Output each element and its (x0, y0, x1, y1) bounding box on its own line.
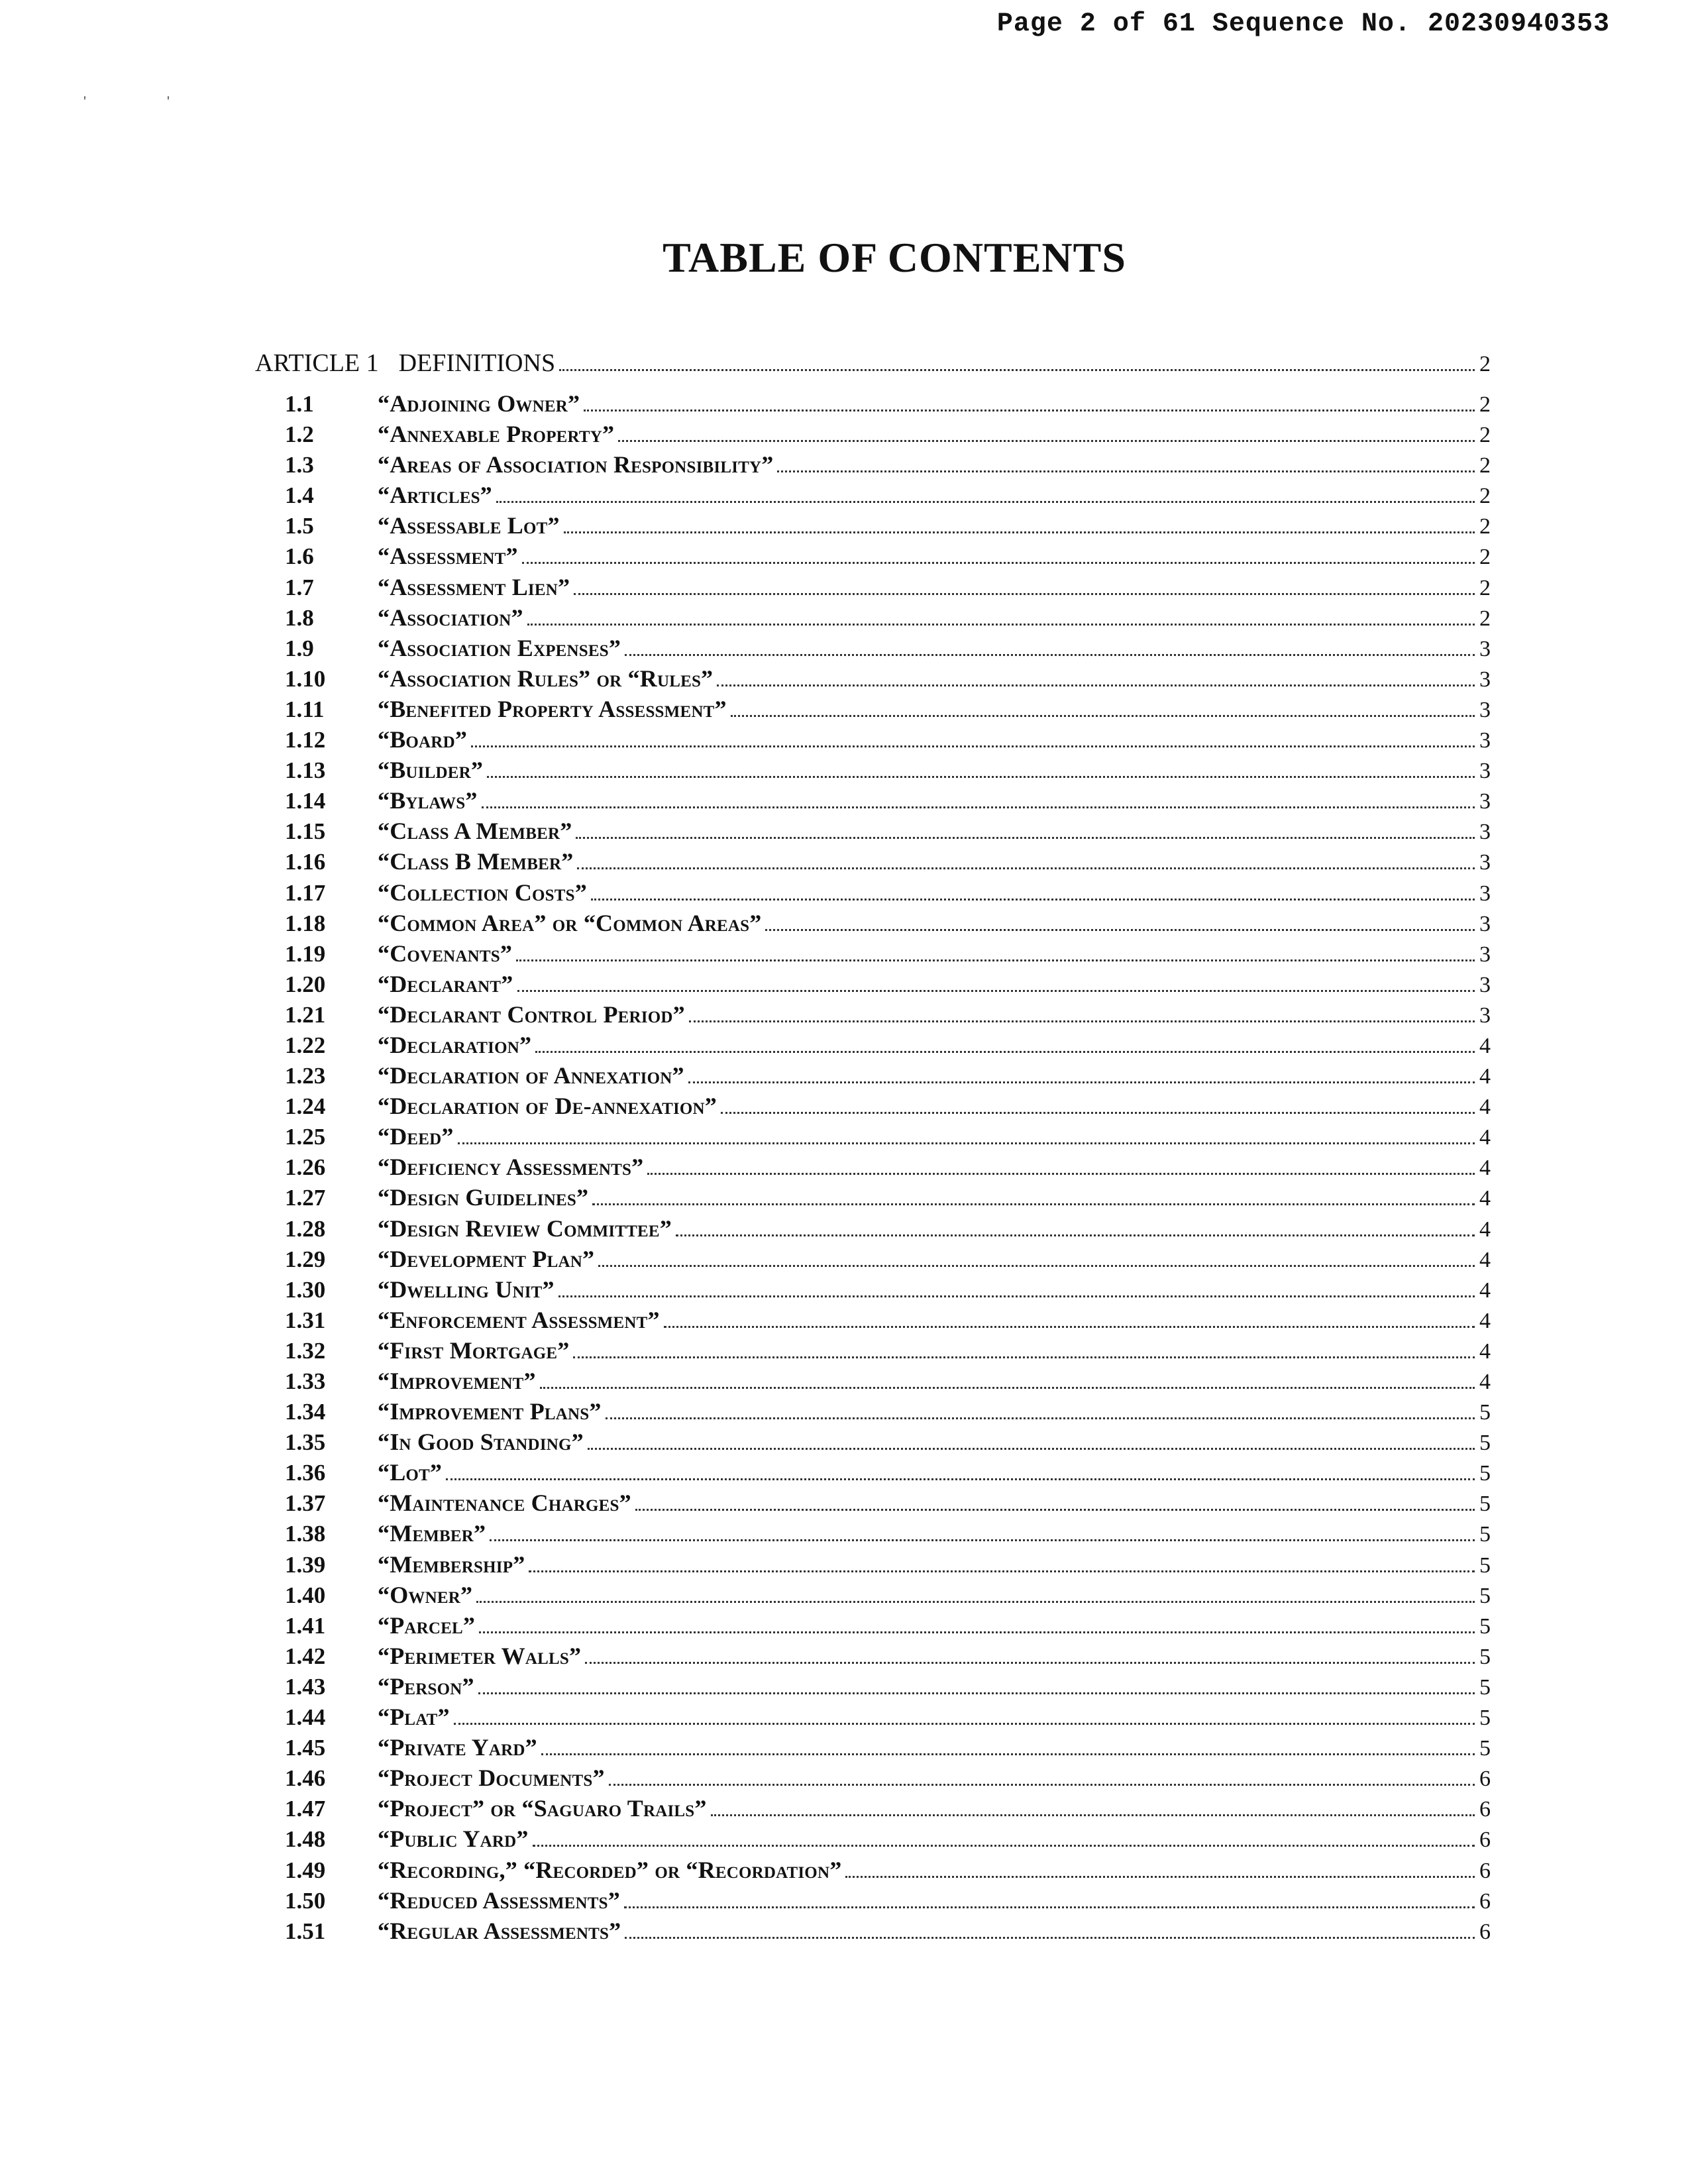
toc-entry (255, 1611, 1491, 1642)
entry-number: 1.17 (285, 879, 326, 906)
entry-page: 3 (1479, 942, 1491, 967)
entry-page: 3 (1479, 667, 1491, 692)
dot-leader (584, 410, 1475, 411)
entry-number: 1.16 (285, 849, 326, 875)
toc-entry (255, 879, 1491, 909)
toc-entry (255, 542, 1491, 573)
entry-term: “Regular Assessments” (378, 1917, 621, 1944)
dot-leader (721, 1112, 1475, 1114)
entry-page: 5 (1479, 1400, 1491, 1425)
entry-term: “Owner” (378, 1581, 473, 1608)
entry-term: “Declaration of De-annexation” (378, 1093, 717, 1120)
entry-term: “Improvement Plans” (378, 1398, 602, 1425)
toc-entry-list (255, 390, 1491, 1947)
entry-page: 4 (1479, 1278, 1491, 1303)
dot-leader (458, 1142, 1475, 1144)
entry-page: 4 (1479, 1064, 1491, 1089)
toc-entry (255, 1031, 1491, 1062)
toc-entry (255, 1764, 1491, 1794)
entry-number: 1.11 (285, 696, 325, 722)
toc-entry (255, 1458, 1491, 1489)
entry-page: 6 (1479, 1767, 1491, 1792)
toc-entry (255, 1489, 1491, 1519)
entry-term: “Covenants” (378, 940, 513, 967)
entry-term: “Declaration of Annexation” (378, 1062, 684, 1089)
article-number: ARTICLE 1 (255, 349, 379, 377)
dot-leader (688, 1081, 1475, 1083)
entry-page: 6 (1479, 1888, 1491, 1914)
table-of-contents (255, 349, 1491, 1947)
entry-term: “Recording,” “Recorded” or “Recordation” (378, 1856, 842, 1883)
toc-entry (255, 604, 1491, 634)
entry-number: 1.3 (285, 452, 314, 478)
entry-term: “First Mortgage” (378, 1337, 570, 1364)
entry-term: “Declaration” (378, 1031, 532, 1058)
entry-number: 1.13 (285, 757, 326, 784)
entry-page: 2 (1479, 606, 1491, 631)
dot-leader (845, 1876, 1475, 1878)
toc-entry (255, 695, 1491, 726)
entry-number: 1.36 (285, 1460, 326, 1486)
entry-page: 4 (1479, 1217, 1491, 1242)
entry-page: 6 (1479, 1919, 1491, 1944)
entry-number: 1.27 (285, 1185, 326, 1211)
entry-number: 1.21 (285, 1001, 326, 1028)
entry-number: 1.10 (285, 665, 326, 692)
entry-term: “Membership” (378, 1551, 525, 1578)
toc-entry (255, 1306, 1491, 1337)
entry-number: 1.20 (285, 971, 326, 997)
dot-leader (490, 1539, 1475, 1541)
toc-entry (255, 634, 1491, 665)
toc-entry (255, 1215, 1491, 1245)
toc-entry (255, 420, 1491, 451)
entry-page: 2 (1479, 545, 1491, 570)
entry-term: “Assessment Lien” (378, 573, 570, 600)
toc-entry (255, 1733, 1491, 1764)
dot-leader (479, 1631, 1475, 1633)
entry-term: “Improvement” (378, 1368, 536, 1394)
dot-leader (446, 1478, 1475, 1480)
toc-entry (255, 481, 1491, 512)
toc-entry (255, 1397, 1491, 1428)
entry-page: 5 (1479, 1522, 1491, 1547)
toc-entry (255, 909, 1491, 940)
entry-number: 1.29 (285, 1246, 326, 1272)
dot-leader (588, 1448, 1475, 1450)
entry-term: “Builder” (378, 757, 484, 784)
dot-leader (625, 1937, 1475, 1939)
entry-number: 1.43 (285, 1673, 326, 1700)
entry-number: 1.37 (285, 1490, 326, 1517)
entry-number: 1.25 (285, 1124, 326, 1150)
entry-number: 1.8 (285, 604, 314, 631)
dot-leader (527, 624, 1475, 626)
entry-number: 1.38 (285, 1521, 326, 1547)
entry-page: 3 (1479, 972, 1491, 997)
entry-page: 4 (1479, 1338, 1491, 1364)
entry-page: 3 (1479, 1003, 1491, 1028)
entry-page: 2 (1479, 484, 1491, 509)
dot-leader (496, 501, 1475, 503)
entry-page: 6 (1479, 1797, 1491, 1822)
entry-term: “Member” (378, 1520, 486, 1547)
entry-term: “Person” (378, 1672, 474, 1700)
entry-term: “Common Area” or “Common Areas” (378, 909, 762, 936)
toc-entry (255, 573, 1491, 604)
toc-entry (255, 665, 1491, 695)
entry-term: “Project Documents” (378, 1765, 605, 1792)
entry-number: 1.9 (285, 635, 314, 661)
entry-term: “Declarant” (378, 970, 513, 997)
entry-page: 2 (1479, 392, 1491, 417)
toc-entry (255, 1825, 1491, 1855)
entry-number: 1.34 (285, 1399, 326, 1425)
toc-entry (255, 1092, 1491, 1122)
entry-page: 3 (1479, 911, 1491, 936)
entry-term: “Class B Member” (378, 848, 574, 875)
entry-number: 1.33 (285, 1368, 326, 1394)
dot-leader (676, 1234, 1475, 1236)
toc-entry (255, 1581, 1491, 1611)
entry-number: 1.41 (285, 1612, 326, 1639)
article-name: DEFINITIONS (398, 349, 556, 377)
entry-term: “Association Rules” or “Rules” (378, 665, 714, 692)
toc-entry (255, 512, 1491, 542)
entry-term: “Articles” (378, 482, 492, 509)
entry-number: 1.49 (285, 1857, 326, 1883)
entry-page: 3 (1479, 697, 1491, 722)
dot-leader (516, 959, 1475, 961)
entry-page: 3 (1479, 636, 1491, 661)
entry-page: 5 (1479, 1706, 1491, 1731)
dot-leader (471, 745, 1475, 747)
entry-page: 2 (1479, 423, 1491, 448)
entry-page: 5 (1479, 1674, 1491, 1700)
entry-number: 1.7 (285, 574, 314, 600)
dot-leader (535, 1051, 1475, 1053)
dot-leader (689, 1020, 1475, 1022)
dot-leader (476, 1601, 1475, 1603)
entry-term: “Class A Member” (378, 818, 572, 845)
dot-leader (618, 440, 1475, 442)
toc-entry (255, 1672, 1491, 1703)
entry-term: “Assessment” (378, 543, 518, 570)
entry-term: “Plat” (378, 1704, 450, 1731)
toc-entry (255, 1001, 1491, 1031)
dot-leader (517, 990, 1475, 992)
entry-term: “Development Plan” (378, 1245, 595, 1272)
dot-leader (598, 1265, 1475, 1267)
dot-leader (540, 1387, 1475, 1389)
dot-leader (533, 1845, 1475, 1847)
toc-entry (255, 1183, 1491, 1214)
entry-number: 1.32 (285, 1337, 326, 1364)
entry-number: 1.46 (285, 1765, 326, 1792)
dot-leader (647, 1173, 1475, 1175)
dot-leader (585, 1662, 1475, 1664)
entry-number: 1.6 (285, 543, 314, 570)
dot-leader (573, 1356, 1475, 1358)
entry-page: 3 (1479, 789, 1491, 814)
toc-entry (255, 726, 1491, 756)
dot-leader (541, 1753, 1475, 1755)
dot-leader (609, 1784, 1475, 1786)
toc-entry (255, 390, 1491, 420)
toc-entry (255, 1122, 1491, 1153)
entry-page: 5 (1479, 1461, 1491, 1486)
entry-term: “Association” (378, 604, 523, 631)
entry-number: 1.50 (285, 1887, 326, 1914)
entry-number: 1.19 (285, 940, 326, 967)
entry-number: 1.22 (285, 1032, 326, 1058)
dot-leader (765, 929, 1475, 931)
entry-number: 1.4 (285, 482, 314, 509)
toc-entry (255, 1428, 1491, 1458)
dot-leader (577, 867, 1475, 869)
entry-number: 1.23 (285, 1063, 326, 1089)
article-page: 2 (1479, 352, 1491, 376)
dot-leader (576, 837, 1475, 839)
entry-page: 3 (1479, 759, 1491, 784)
dot-leader (606, 1417, 1475, 1419)
scan-mark: ' (83, 93, 86, 109)
toc-entry (255, 1153, 1491, 1183)
toc-entry (255, 787, 1491, 817)
entry-number: 1.12 (285, 727, 326, 753)
entry-term: “Lot” (378, 1459, 443, 1486)
toc-entry (255, 1337, 1491, 1367)
dot-leader (711, 1814, 1475, 1816)
entry-number: 1.39 (285, 1551, 326, 1578)
entry-page: 5 (1479, 1553, 1491, 1578)
entry-number: 1.24 (285, 1093, 326, 1120)
entry-page: 5 (1479, 1613, 1491, 1639)
entry-term: “Parcel” (378, 1611, 476, 1639)
dot-leader (591, 899, 1475, 901)
dot-leader (482, 806, 1475, 808)
entry-page: 2 (1479, 575, 1491, 600)
entry-number: 1.35 (285, 1429, 326, 1456)
entry-term: “Adjoining Owner” (378, 390, 580, 417)
page-sequence-header: Page 2 of 61 Sequence No. 20230940353 (996, 9, 1610, 39)
entry-page: 6 (1479, 1828, 1491, 1853)
entry-number: 1.48 (285, 1826, 326, 1853)
entry-term: “Collection Costs” (378, 879, 587, 906)
entry-page: 5 (1479, 1583, 1491, 1608)
toc-entry (255, 1703, 1491, 1733)
dot-leader (564, 531, 1475, 533)
dot-leader (574, 593, 1475, 595)
entry-number: 1.18 (285, 910, 326, 936)
document-title: TABLE OF CONTENTS (662, 234, 1126, 281)
entry-page: 5 (1479, 1644, 1491, 1669)
entry-term: “Deed” (378, 1123, 454, 1150)
toc-entry (255, 1245, 1491, 1276)
entry-number: 1.15 (285, 818, 326, 845)
entry-number: 1.31 (285, 1307, 326, 1333)
entry-page: 4 (1479, 1370, 1491, 1394)
entry-number: 1.26 (285, 1154, 326, 1181)
entry-page: 2 (1479, 453, 1491, 478)
entry-term: “Board” (378, 726, 468, 753)
toc-entry (255, 756, 1491, 787)
entry-page: 5 (1479, 1492, 1491, 1517)
entry-term: “Private Yard” (378, 1734, 537, 1761)
entry-term: “Association Expenses” (378, 634, 621, 661)
entry-term: “Annexable Property” (378, 421, 615, 448)
dot-leader (664, 1326, 1475, 1328)
entry-number: 1.47 (285, 1796, 326, 1822)
toc-entry (255, 1917, 1491, 1947)
entry-term: “Benefited Property Assessment” (378, 695, 727, 722)
entry-number: 1.14 (285, 788, 326, 814)
entry-number: 1.30 (285, 1276, 326, 1303)
dot-leader (717, 684, 1475, 686)
entry-term: “Maintenance Charges” (378, 1490, 631, 1517)
entry-page: 4 (1479, 1033, 1491, 1058)
entry-page: 4 (1479, 1156, 1491, 1181)
entry-number: 1.45 (285, 1735, 326, 1761)
dot-leader (592, 1203, 1475, 1205)
entry-page: 5 (1479, 1431, 1491, 1456)
entry-page: 6 (1479, 1858, 1491, 1883)
entry-page: 5 (1479, 1736, 1491, 1761)
entry-page: 2 (1479, 514, 1491, 539)
entry-page: 4 (1479, 1095, 1491, 1120)
entry-number: 1.40 (285, 1582, 326, 1608)
dot-leader (777, 470, 1475, 472)
entry-number: 1.5 (285, 513, 314, 539)
dot-leader (558, 1295, 1475, 1297)
scan-mark: ' (167, 93, 170, 109)
toc-entry (255, 1886, 1491, 1917)
entry-term: “Reduced Assessments” (378, 1886, 620, 1914)
toc-entry (255, 1551, 1491, 1581)
dot-leader (454, 1723, 1475, 1725)
toc-entry (255, 1794, 1491, 1825)
entry-term: “Design Review Committee” (378, 1215, 672, 1242)
entry-term: “Declarant Control Period” (378, 1001, 685, 1028)
entry-term: “Bylaws” (378, 787, 478, 814)
dot-leader (487, 776, 1475, 778)
toc-entry (255, 847, 1491, 878)
toc-entry (255, 970, 1491, 1001)
entry-number: 1.42 (285, 1643, 326, 1669)
toc-entry (255, 1519, 1491, 1550)
dot-leader (559, 369, 1475, 371)
entry-number: 1.2 (285, 421, 314, 448)
dot-leader (635, 1509, 1475, 1511)
entry-term: “Design Guidelines” (378, 1184, 589, 1211)
dot-leader (522, 562, 1475, 564)
entry-page: 3 (1479, 881, 1491, 906)
entry-number: 1.28 (285, 1215, 326, 1242)
dot-leader (624, 1906, 1475, 1908)
entry-page: 3 (1479, 820, 1491, 845)
entry-term: “Perimeter Walls” (378, 1642, 582, 1669)
entry-term: “Project” or “Saguaro Trails” (378, 1795, 707, 1822)
entry-page: 4 (1479, 1308, 1491, 1333)
toc-entry (255, 1062, 1491, 1092)
entry-page: 4 (1479, 1247, 1491, 1272)
entry-page: 3 (1479, 850, 1491, 875)
toc-entry (255, 1367, 1491, 1397)
dot-leader (731, 715, 1475, 717)
entry-term: “Dwelling Unit” (378, 1276, 555, 1303)
entry-number: 1.51 (285, 1918, 326, 1944)
entry-term: “In Good Standing” (378, 1429, 584, 1456)
entry-number: 1.44 (285, 1704, 326, 1731)
dot-leader (478, 1692, 1475, 1694)
entry-term: “Deficiency Assessments” (378, 1154, 644, 1181)
entry-term: “Public Yard” (378, 1826, 529, 1853)
entry-term: “Enforcement Assessment” (378, 1306, 660, 1333)
entry-page: 4 (1479, 1125, 1491, 1150)
toc-entry (255, 1276, 1491, 1306)
entry-page: 3 (1479, 728, 1491, 753)
toc-entry (255, 451, 1491, 481)
toc-entry (255, 940, 1491, 970)
toc-entry (255, 817, 1491, 847)
entry-page: 4 (1479, 1186, 1491, 1211)
dot-leader (625, 654, 1475, 656)
toc-entry (255, 1642, 1491, 1672)
toc-article-row (255, 349, 1491, 390)
toc-entry (255, 1856, 1491, 1886)
entry-term: “Assessable Lot” (378, 512, 560, 539)
dot-leader (529, 1570, 1475, 1572)
entry-term: “Areas of Association Responsibility” (378, 451, 774, 478)
entry-number: 1.1 (285, 391, 314, 417)
